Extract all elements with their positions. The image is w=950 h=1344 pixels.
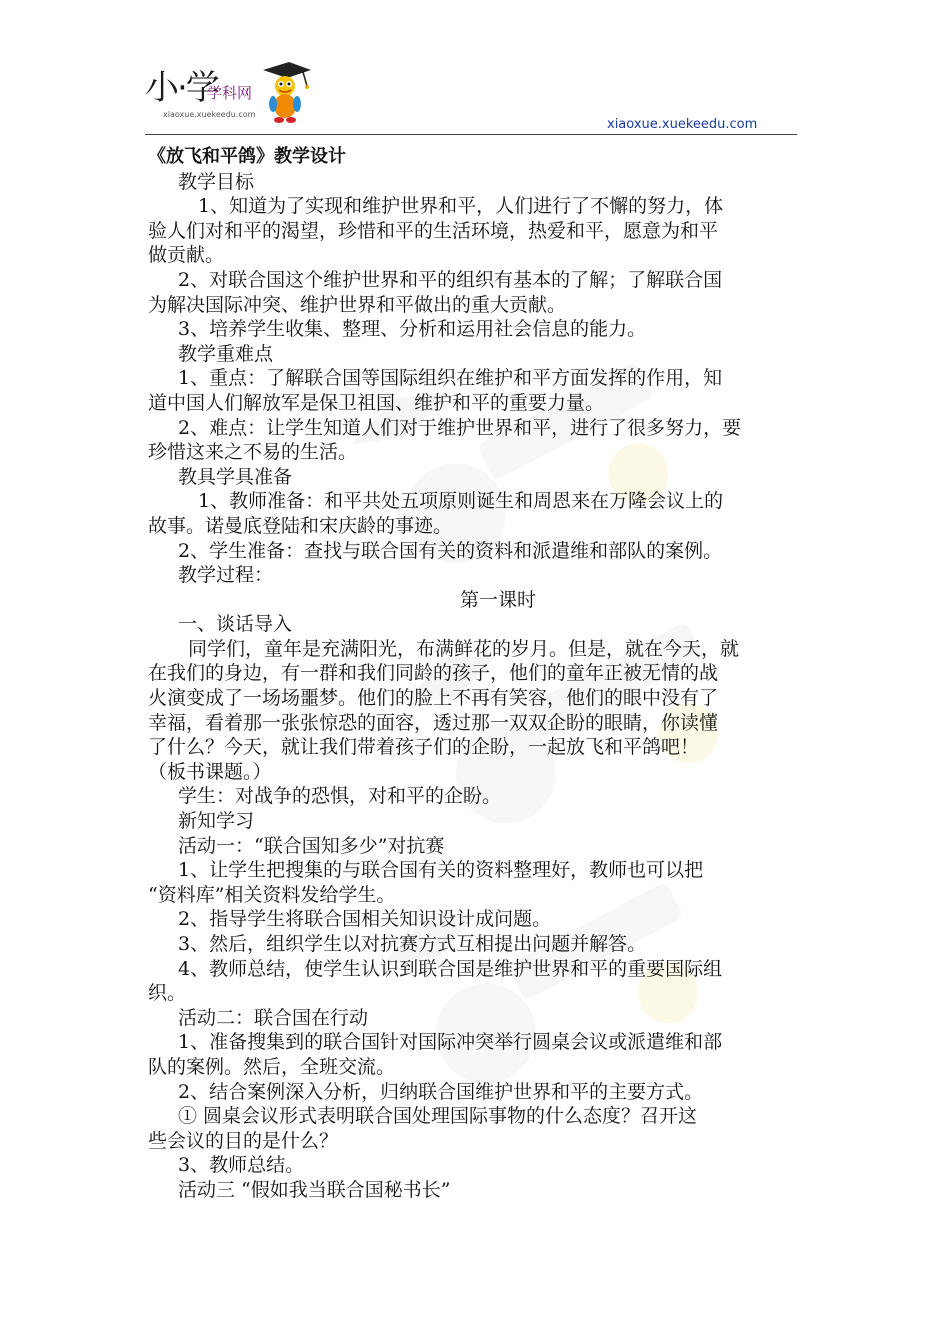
document-line: 活动三 “假如我当联合国秘书长” xyxy=(178,1178,451,1201)
document-line: 1、知道为了实现和维护世界和平，人们进行了不懈的努力，体 xyxy=(198,195,724,218)
document-line: 在我们的身边，有一群和我们同龄的孩子，他们的童年正被无情的战 xyxy=(148,662,719,685)
document-line: 2、学生准备：查找与联合国有关的资料和派遣维和部队的案例。 xyxy=(178,539,723,562)
document-line: 2、难点：让学生知道人们对于维护世界和平，进行了很多努力，要 xyxy=(178,416,742,439)
document-line: 活动二：联合国在行动 xyxy=(178,1006,369,1029)
document-line: 队的案例。然后，全班交流。 xyxy=(148,1055,396,1078)
document-line: 3、教师总结。 xyxy=(178,1154,305,1177)
document-line: 为解决国际冲突、维护世界和平做出的重大贡献。 xyxy=(148,293,567,316)
document-line: 3、培养学生收集、整理、分析和运用社会信息的能力。 xyxy=(178,318,647,341)
document-line: 验人们对和平的渴望，珍惜和平的生活环境，热爱和平，愿意为和平 xyxy=(148,219,719,242)
document-line: 教具学具准备 xyxy=(178,465,293,488)
document-line: 做贡献。 xyxy=(148,244,225,267)
document-line: 学生：对战争的恐惧，对和平的企盼。 xyxy=(178,785,502,808)
document-line: 教学重难点 xyxy=(178,342,274,365)
page-header xyxy=(0,0,950,140)
document-body xyxy=(148,145,808,1203)
document-line: 活动一：“联合国知多少”对抗赛 xyxy=(178,834,445,857)
mascot-graduation-cap-icon xyxy=(255,60,315,126)
document-line: （板书课题。） xyxy=(148,760,272,783)
document-line: 织。 xyxy=(148,982,187,1005)
document-line: 道中国人们解放军是保卫祖国、维护和平的重要力量。 xyxy=(148,391,605,414)
logo-main-text: 小·学 xyxy=(145,68,218,108)
document-line: “资料库”相关资料发给学生。 xyxy=(148,883,396,906)
section-heading: 第一课时 xyxy=(459,588,536,611)
document-title: 《放飞和平鸽》教学设计 xyxy=(148,146,346,167)
logo-url-text: xiaoxue.xuekeedu.com xyxy=(163,110,256,119)
document-line: 4、教师总结，使学生认识到联合国是维护世界和平的重要国际组 xyxy=(178,957,723,980)
document-line: 教学过程： xyxy=(178,564,274,587)
document-line: 1、让学生把搜集的与联合国有关的资料整理好，教师也可以把 xyxy=(178,859,704,882)
document-line: 新知学习 xyxy=(178,810,255,833)
document-line: ① 圆桌会议形式表明联合国处理国际事物的什么态度？召开这 xyxy=(178,1105,698,1128)
document-line: 了什么？今天，就让我们带着孩子们的企盼，一起放飞和平鸽吧！ xyxy=(148,736,700,759)
document-line: 珍惜这来之不易的生活。 xyxy=(148,441,358,464)
document-line: 些会议的目的是什么？ xyxy=(148,1129,339,1152)
document-line: 1、重点：了解联合国等国际组织在维护和平方面发挥的作用，知 xyxy=(178,367,723,390)
document-line: 3、然后，组织学生以对抗赛方式互相提出问题并解答。 xyxy=(178,933,647,955)
document-line: 1、准备搜集到的联合国针对国际冲突举行圆桌会议或派遣维和部 xyxy=(178,1031,723,1054)
document-line: 教学目标 xyxy=(178,170,255,193)
document-line: 2、结合案例深入分析，归纳联合国维护世界和平的主要方式。 xyxy=(178,1080,704,1103)
document-line: 2、指导学生将联合国相关知识设计成问题。 xyxy=(178,908,552,931)
document-line: 火演变成了一场场噩梦。他们的脸上不再有笑容，他们的眼中没有了 xyxy=(148,687,719,710)
document-line: 一、谈话导入 xyxy=(178,613,293,636)
document-line: 故事。诺曼底登陆和宋庆龄的事迹。 xyxy=(148,514,453,537)
document-line: 1、教师准备：和平共处五项原则诞生和周恩来在万隆会议上的 xyxy=(198,490,724,513)
document-line: 幸福，看着那一张张惊恐的面容，透过那一双双企盼的眼睛，你读懂 xyxy=(148,711,719,734)
logo-sub-text: 学科网 xyxy=(207,84,253,102)
site-url-link[interactable]: xiaoxue.xuekeedu.com xyxy=(607,117,758,132)
header-divider xyxy=(145,134,797,135)
document-line: 2、对联合国这个维护世界和平的组织有基本的了解；了解联合国 xyxy=(178,268,723,291)
document-line: 同学们，童年是充满阳光，布满鲜花的岁月。但是，就在今天，就 xyxy=(188,637,740,660)
